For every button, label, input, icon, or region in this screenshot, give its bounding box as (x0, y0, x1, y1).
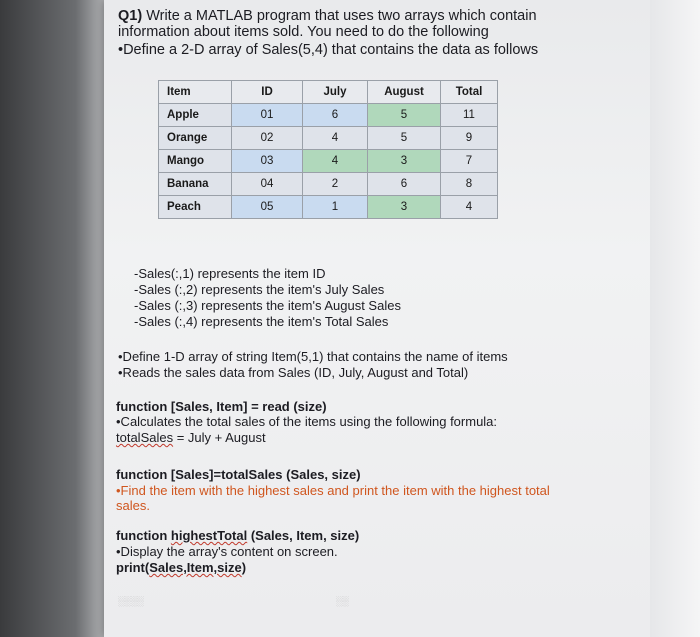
cell-july: 4 (303, 150, 368, 173)
cell-august: 3 (368, 196, 441, 219)
header-total: Total (441, 81, 498, 104)
cell-total: 8 (441, 173, 498, 196)
cell-item: Mango (159, 150, 232, 173)
print-close: ) (241, 560, 247, 575)
cell-august: 3 (368, 150, 441, 173)
background-left (0, 0, 108, 637)
totalsales-function-signature: function [Sales]=totalSales (Sales, size) (116, 467, 361, 482)
cell-id: 03 (232, 150, 303, 173)
cell-july: 2 (303, 173, 368, 196)
table-row (159, 196, 498, 219)
cell-july: 4 (303, 127, 368, 150)
keyword-function: function (116, 528, 171, 543)
question-text: Write a MATLAB program that uses two arrays which contain information about items sold. You need to do the following (118, 8, 537, 40)
question-number: Q1) (118, 8, 143, 24)
formula-total-sales: totalSales (116, 430, 174, 445)
formula-expression: = July + August (173, 430, 266, 445)
cell-total: 4 (441, 196, 498, 219)
read-sales-bullet: •Reads the sales data from Sales (ID, July, August and Total) (118, 365, 469, 380)
cell-item: Banana (159, 173, 232, 196)
totalsales-function-desc: •Find the item with the highest sales and print the item with the highest total sales. (116, 483, 550, 513)
cell-id: 01 (232, 104, 303, 127)
desc-sales-col3: -Sales (:,3) represents the item's August Sales (134, 298, 401, 313)
header-item: Item (159, 81, 232, 104)
header-august: August (368, 81, 441, 104)
define-sales-bullet: •Define a 2-D array of Sales(5,4) that contains the data as follows (118, 42, 539, 58)
cell-total: 9 (441, 127, 498, 150)
read-function-signature: function [Sales, Item] = read (size) (116, 399, 327, 414)
cell-july: 1 (303, 196, 368, 219)
cell-august: 5 (368, 127, 441, 150)
cell-july: 6 (303, 104, 368, 127)
highesttotal-function-signature (116, 528, 359, 543)
cell-item: Peach (159, 196, 232, 219)
sales-table (158, 80, 498, 219)
table-row (159, 173, 498, 196)
header-july: July (303, 81, 368, 104)
cell-august: 5 (368, 104, 441, 127)
cell-total: 11 (441, 104, 498, 127)
cell-item: Orange (159, 127, 232, 150)
table-row (159, 150, 498, 173)
table-row (159, 104, 498, 127)
print-keyword: print( (116, 560, 150, 575)
table-row (159, 127, 498, 150)
faint-mark-center: ░░ (336, 596, 349, 606)
faint-mark-left: ░░░░ (118, 596, 144, 606)
print-args: Sales,Item,size (149, 560, 242, 575)
cell-august: 6 (368, 173, 441, 196)
function-name-highesttotal: highestTotal (170, 528, 248, 543)
desc-sales-col1: -Sales(:,1) represents the item ID (134, 266, 326, 281)
desc-sales-col4: -Sales (:,4) represents the item's Total Sales (134, 314, 389, 329)
cell-total: 7 (441, 150, 498, 173)
formula-line (116, 430, 266, 445)
desc-sales-col2: -Sales (:,2) represents the item's July Sales (134, 282, 385, 297)
header-id: ID (232, 81, 303, 104)
function-params: (Sales, Item, size) (247, 528, 360, 543)
cell-item: Apple (159, 104, 232, 127)
cell-id: 02 (232, 127, 303, 150)
cell-id: 05 (232, 196, 303, 219)
cell-id: 04 (232, 173, 303, 196)
print-call (116, 560, 246, 575)
background-right (650, 0, 700, 637)
define-item-bullet: •Define 1-D array of string Item(5,1) that contains the name of items (118, 349, 508, 364)
read-function-desc: •Calculates the total sales of the items using the following formula: (116, 414, 498, 429)
highesttotal-function-desc: •Display the array's content on screen. (116, 544, 338, 559)
question-title (118, 8, 558, 40)
table-header-row (159, 81, 498, 104)
